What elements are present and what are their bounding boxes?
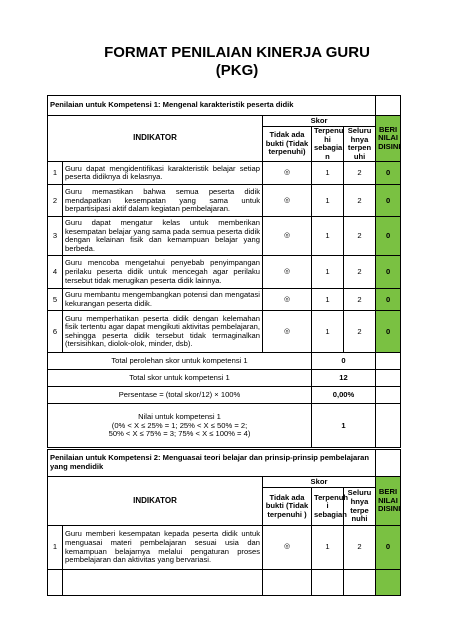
col-tidak-terpenuhi: Tidak ada bukti (Tidak terpenuhi ) bbox=[263, 488, 312, 526]
nilai-label-line: Nilai untuk kompetensi 1 bbox=[138, 411, 221, 421]
indikator-header: INDIKATOR bbox=[48, 477, 263, 526]
score-option[interactable]: 1 bbox=[312, 162, 344, 185]
score-option[interactable]: 2 bbox=[344, 289, 376, 311]
col-seluruhnya-terpenuhi: Seluru hnya terpe nuhi bbox=[344, 488, 376, 526]
indicator-text: Guru mencoba mengetahui penyebab penyimpangan perilaku peserta didik untuk mencegah agar perilaku tersebut tidak merugikan peserta didik lainnya. bbox=[63, 256, 263, 289]
radio-icon[interactable]: ◎ bbox=[263, 256, 312, 289]
max-score-label: Total skor untuk kompetensi 1 bbox=[48, 370, 312, 387]
indicator-text: Guru memperhatikan peserta didik dengan kelemahan fisik tertentu agar dapat mengikuti aktivitas pembelajaran, sehingga peserta didik tersebut tidak termaginalkan (tersisihkan, diolok-olok, minder, dsb). bbox=[63, 311, 263, 353]
col-terpenuhi-sebagian: Terpenuh i sebagian bbox=[312, 488, 344, 526]
nilai-label-line: (0% < X ≤ 25% = 1; 25% < X ≤ 50% = 2; bbox=[111, 420, 248, 430]
beri-nilai-header: BERI NILAI DISINI bbox=[376, 477, 401, 526]
page-title: FORMAT PENILAIAN KINERJA GURU bbox=[104, 44, 370, 61]
row-number: 1 bbox=[48, 162, 63, 185]
competency-1-table bbox=[47, 95, 401, 448]
score-value[interactable]: 0 bbox=[376, 217, 401, 256]
col-tidak-terpenuhi: Tidak ada bukti (Tidak terpenuhi) bbox=[263, 127, 312, 162]
col-terpenuhi-sebagian: Terpenu hi sebagia n bbox=[312, 127, 344, 162]
nilai-value: 1 bbox=[312, 404, 376, 448]
score-option[interactable]: 1 bbox=[312, 185, 344, 217]
score-value[interactable]: 0 bbox=[376, 526, 401, 570]
nilai-label bbox=[48, 404, 312, 448]
score-option[interactable]: 1 bbox=[312, 311, 344, 353]
radio-icon[interactable]: ◎ bbox=[263, 162, 312, 185]
radio-icon[interactable]: ◎ bbox=[263, 311, 312, 353]
nilai-label-line: 50% < X ≤ 75% = 3; 75% < X ≤ 100% = 4) bbox=[108, 429, 251, 439]
score-option[interactable]: 2 bbox=[344, 185, 376, 217]
radio-icon[interactable]: ◎ bbox=[263, 217, 312, 256]
row-number: 5 bbox=[48, 289, 63, 311]
score-value[interactable]: 0 bbox=[376, 256, 401, 289]
radio-icon[interactable]: ◎ bbox=[263, 289, 312, 311]
total-score-value: 0 bbox=[312, 353, 376, 370]
score-option[interactable]: 1 bbox=[312, 289, 344, 311]
score-option[interactable]: 1 bbox=[312, 217, 344, 256]
row-number: 3 bbox=[48, 217, 63, 256]
indicator-text: Guru dapat mengidentifikasi karakteristik belajar setiap peserta didiknya di kelasnya. bbox=[63, 162, 263, 185]
row-number: 1 bbox=[48, 526, 63, 570]
col-seluruhnya-terpenuhi: Seluru hnya terpen uhi bbox=[344, 127, 376, 162]
beri-nilai-header: BERI NILAI DISINI bbox=[376, 116, 401, 162]
radio-icon[interactable]: ◎ bbox=[263, 185, 312, 217]
skor-header: Skor bbox=[263, 477, 376, 488]
row-number: 6 bbox=[48, 311, 63, 353]
indicator-text: Guru dapat mengatur kelas untuk memberikan kesempatan belajar yang sama pada semua peserta didik dengan kelainan fisik dan kemampuan belajar yang berbeda. bbox=[63, 217, 263, 256]
score-option[interactable]: 2 bbox=[344, 162, 376, 185]
indicator-text: Guru memberi kesempatan kepada peserta didik untuk menguasai materi pembelajaran sesuai usia dan kemampuan belajarnya melalui pengaturan proses pembelajaran dan aktivitas yang bervariasi. bbox=[63, 526, 263, 570]
score-value[interactable]: 0 bbox=[376, 185, 401, 217]
score-value[interactable]: 0 bbox=[376, 311, 401, 353]
indikator-header: INDIKATOR bbox=[48, 116, 263, 162]
indicator-text: Guru membantu mengembangkan potensi dan mengatasi kekurangan peserta didik. bbox=[63, 289, 263, 311]
radio-icon[interactable]: ◎ bbox=[263, 526, 312, 570]
score-option[interactable]: 2 bbox=[344, 256, 376, 289]
score-option[interactable]: 1 bbox=[312, 256, 344, 289]
skor-header: Skor bbox=[263, 116, 376, 127]
competency-2-table bbox=[47, 449, 401, 596]
score-value[interactable]: 0 bbox=[376, 162, 401, 185]
total-score-label: Total perolehan skor untuk kompetensi 1 bbox=[48, 353, 312, 370]
percentage-value: 0,00% bbox=[312, 387, 376, 404]
score-option[interactable]: 2 bbox=[344, 526, 376, 570]
percentage-label: Persentase = (total skor/12) × 100% bbox=[48, 387, 312, 404]
max-score-value: 12 bbox=[312, 370, 376, 387]
row-number: 4 bbox=[48, 256, 63, 289]
competency-2-heading: Penilaian untuk Kompetensi 2: Menguasai teori belajar dan prinsip-prinsip pembelajaran yang mendidik bbox=[48, 450, 376, 477]
score-value[interactable]: 0 bbox=[376, 289, 401, 311]
row-number: 2 bbox=[48, 185, 63, 217]
score-option[interactable]: 2 bbox=[344, 217, 376, 256]
score-option[interactable]: 2 bbox=[344, 311, 376, 353]
indicator-text: Guru memastikan bahwa semua peserta didik mendapatkan kesempatan yang sama untuk berpartisipasi aktif dalam kegiatan pembelajaran. bbox=[63, 185, 263, 217]
page-subtitle: (PKG) bbox=[215, 62, 259, 79]
competency-1-heading: Penilaian untuk Kompetensi 1: Mengenal karakteristik peserta didik bbox=[48, 96, 376, 116]
score-option[interactable]: 1 bbox=[312, 526, 344, 570]
